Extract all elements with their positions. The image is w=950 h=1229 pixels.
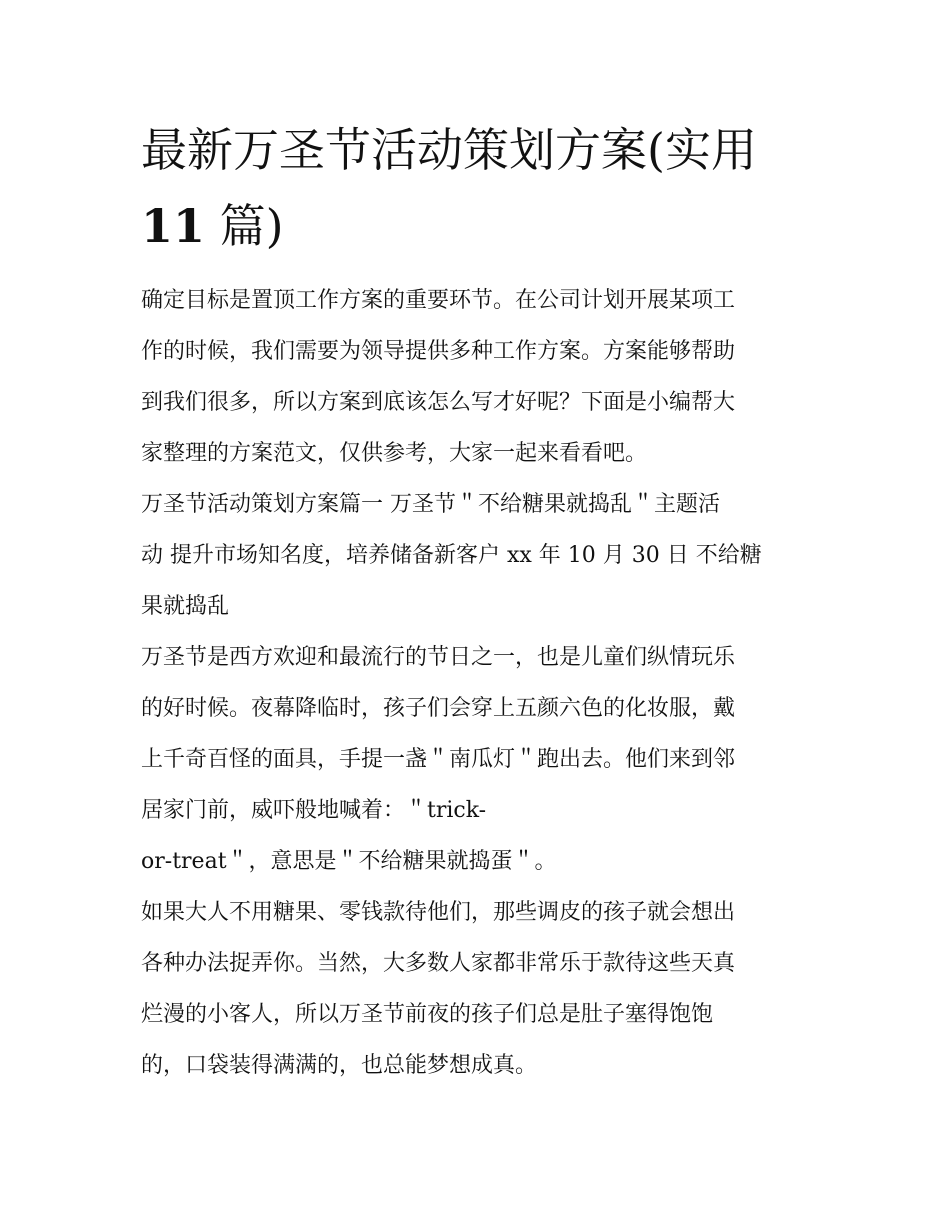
text-line: 的，口袋装得满满的，也总能梦想成真。 [141,1053,538,1078]
text-line: 的好时候。夜幕降临时，孩子们会穿上五颜六色的化妆服，戴 [141,696,736,721]
title-line-1: 最新万圣节活动策划方案(实用 [141,123,757,177]
title-line-2 [141,188,815,264]
text-line: 作的时候，我们需要为领导提供多种工作方案。方案能够帮助 [141,339,736,364]
text-line: 如果大人不用糖果、零钱款待他们，那些调皮的孩子就会想出 [141,900,736,925]
document-body [141,275,815,1091]
text-line: 万圣节是西方欢迎和最流行的节日之一，也是儿童们纵情玩乐 [141,645,736,670]
text-line: or-treat＂，意思是＂不给糖果就捣蛋＂。 [141,849,557,874]
title-suffix: 篇) [205,199,284,253]
text-line: 确定目标是置顶工作方案的重要环节。在公司计划开展某项工 [141,288,736,313]
text-line: 到我们很多，所以方案到底该怎么写才好呢？下面是小编帮大 [141,390,736,415]
text-line: 上千奇百怪的面具，手提一盏＂南瓜灯＂跑出去。他们来到邻 [141,747,736,772]
text-line: 万圣节活动策划方案篇一 万圣节＂不给糖果就捣乱＂主题活 [141,492,720,517]
text-line: 各种办法捉弄你。当然，大多数人家都非常乐于款待这些天真 [141,951,736,976]
title-count: 11 [141,199,206,253]
text-line: 家整理的方案范文，仅供参考，大家一起来看看吧。 [141,441,648,466]
text-line: 居家门前，威吓般地喊着：＂trick- [141,798,487,823]
document-title [141,112,815,264]
text-line: 动 提升市场知名度，培养储备新客户 xx 年 10 月 30 日 不给糖 [141,543,762,568]
text-line: 烂漫的小客人，所以万圣节前夜的孩子们总是肚子塞得饱饱 [141,1002,714,1027]
document-page [141,112,815,1091]
text-line: 果就捣乱 [141,594,230,619]
